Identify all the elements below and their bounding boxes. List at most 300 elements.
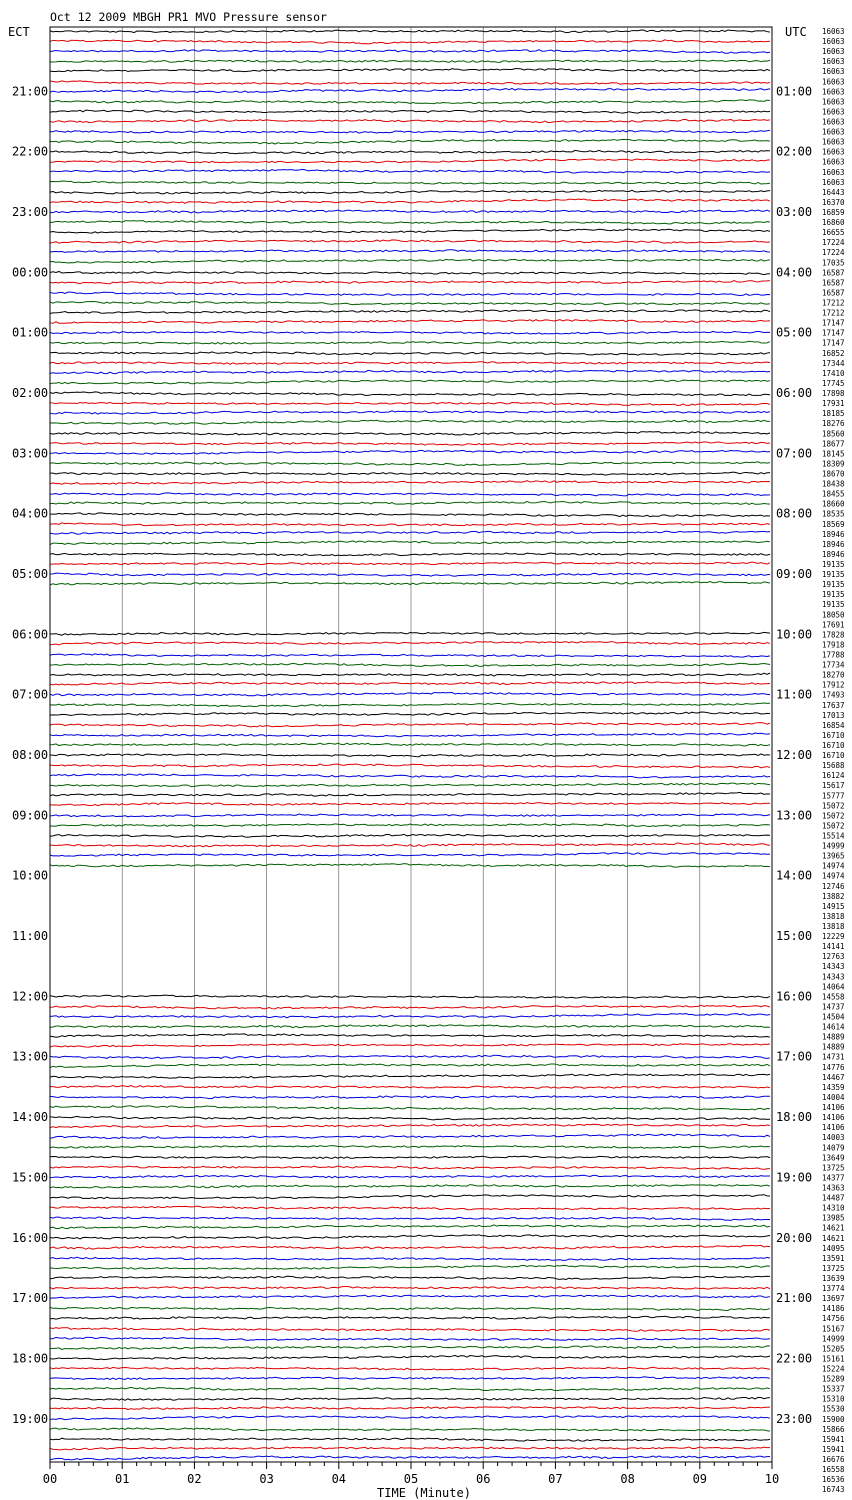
trace-value-label: 12229 bbox=[822, 932, 845, 942]
trace-value-label: 14487 bbox=[822, 1193, 845, 1203]
trace-135 bbox=[50, 1387, 770, 1390]
trace-value-label: 18946 bbox=[822, 529, 845, 539]
trace-16 bbox=[50, 190, 770, 194]
trace-126 bbox=[50, 1295, 770, 1298]
trace-31 bbox=[50, 341, 770, 344]
trace-value-label: 16587 bbox=[822, 288, 845, 298]
trace-104 bbox=[50, 1074, 770, 1078]
trace-32 bbox=[50, 352, 770, 355]
trace-value-label: 16587 bbox=[822, 278, 845, 288]
trace-value-label: 17224 bbox=[822, 238, 845, 248]
x-tick-label: 03 bbox=[259, 1472, 274, 1486]
trace-value-label: 16558 bbox=[822, 1465, 845, 1475]
trace-value-label: 17931 bbox=[822, 399, 845, 409]
trace-6 bbox=[50, 88, 770, 92]
trace-46 bbox=[50, 493, 770, 496]
right-hour-label: 12:00 bbox=[776, 748, 813, 763]
left-hour-label: 00:00 bbox=[12, 265, 49, 280]
left-hour-label: 01:00 bbox=[12, 325, 49, 340]
trace-value-label: 14889 bbox=[822, 1042, 845, 1052]
trace-value-label: 16587 bbox=[822, 268, 845, 278]
x-tick-label: 09 bbox=[692, 1472, 708, 1486]
trace-29 bbox=[50, 320, 770, 324]
trace-132 bbox=[50, 1355, 770, 1359]
trace-value-label: 13965 bbox=[822, 851, 845, 861]
trace-124 bbox=[50, 1276, 770, 1279]
left-hour-label: 22:00 bbox=[12, 144, 49, 159]
trace-value-label: 17493 bbox=[822, 690, 845, 700]
trace-72 bbox=[50, 754, 770, 757]
x-tick-label: 07 bbox=[548, 1472, 563, 1486]
left-hour-label: 09:00 bbox=[12, 808, 49, 823]
trace-23 bbox=[50, 259, 770, 263]
trace-45 bbox=[50, 481, 770, 485]
trace-71 bbox=[50, 743, 770, 746]
left-timezone-label: ECT bbox=[8, 25, 30, 39]
trace-value-label: 17035 bbox=[822, 258, 845, 268]
trace-value-label: 14359 bbox=[822, 1082, 845, 1092]
trace-128 bbox=[50, 1316, 770, 1319]
x-tick-label: 00 bbox=[42, 1472, 58, 1486]
trace-19 bbox=[50, 221, 770, 224]
trace-value-label: 15289 bbox=[822, 1374, 845, 1384]
left-hour-label: 21:00 bbox=[12, 84, 49, 99]
left-hour-label: 06:00 bbox=[12, 627, 49, 642]
trace-127 bbox=[50, 1307, 770, 1310]
trace-value-label: 15337 bbox=[822, 1384, 845, 1394]
trace-value-label: 16063 bbox=[822, 57, 845, 67]
trace-130 bbox=[50, 1337, 770, 1340]
trace-value-label: 14776 bbox=[822, 1062, 845, 1072]
trace-value-label: 17147 bbox=[822, 328, 845, 338]
trace-group bbox=[50, 30, 770, 1460]
right-hour-label: 02:00 bbox=[776, 144, 813, 159]
trace-value-label: 17898 bbox=[822, 389, 845, 399]
trace-75 bbox=[50, 783, 770, 787]
trace-value-label: 18946 bbox=[822, 539, 845, 549]
right-hour-label: 10:00 bbox=[776, 627, 813, 642]
right-hour-label: 23:00 bbox=[776, 1411, 813, 1426]
trace-134 bbox=[50, 1377, 770, 1380]
trace-value-label: 17224 bbox=[822, 248, 845, 258]
trace-103 bbox=[50, 1064, 770, 1068]
trace-value-label: 14141 bbox=[822, 942, 845, 952]
trace-1 bbox=[50, 40, 770, 44]
trace-value-label: 13774 bbox=[822, 1284, 845, 1294]
x-tick-label: 01 bbox=[114, 1472, 130, 1486]
left-hour-label: 17:00 bbox=[12, 1291, 49, 1306]
trace-value-label: 14343 bbox=[822, 972, 845, 982]
trace-value-label: 16063 bbox=[822, 117, 845, 127]
trace-value-label: 17637 bbox=[822, 700, 845, 710]
trace-26 bbox=[50, 292, 770, 295]
trace-value-label: 16063 bbox=[822, 77, 845, 87]
trace-49 bbox=[50, 523, 770, 526]
trace-83 bbox=[50, 864, 770, 868]
right-timezone-label: UTC bbox=[785, 25, 807, 39]
left-hour-label: 12:00 bbox=[12, 989, 49, 1004]
trace-value-label: 15514 bbox=[822, 831, 845, 841]
trace-73 bbox=[50, 764, 770, 768]
trace-value-label: 16063 bbox=[822, 87, 845, 97]
trace-106 bbox=[50, 1096, 770, 1099]
trace-36 bbox=[50, 392, 770, 396]
trace-value-label: 14004 bbox=[822, 1092, 845, 1102]
trace-value-label: 14003 bbox=[822, 1133, 845, 1143]
trace-value-label: 16655 bbox=[822, 228, 845, 238]
trace-107 bbox=[50, 1106, 770, 1110]
trace-value-label: 14106 bbox=[822, 1123, 845, 1133]
trace-value-label: 16063 bbox=[822, 37, 845, 47]
trace-value-label: 14756 bbox=[822, 1314, 845, 1324]
trace-value-label: 17745 bbox=[822, 378, 845, 388]
trace-13 bbox=[50, 159, 770, 163]
trace-44 bbox=[50, 472, 770, 475]
trace-117 bbox=[50, 1206, 770, 1210]
trace-8 bbox=[50, 110, 770, 113]
trace-100 bbox=[50, 1034, 770, 1037]
trace-value-label: 16676 bbox=[822, 1455, 845, 1464]
right-hour-label: 18:00 bbox=[776, 1110, 813, 1125]
trace-11 bbox=[50, 139, 770, 144]
right-hour-label: 07:00 bbox=[776, 446, 813, 461]
trace-value-label: 15310 bbox=[822, 1394, 845, 1404]
trace-value-label: 15941 bbox=[822, 1444, 845, 1454]
trace-value-label: 17212 bbox=[822, 308, 845, 318]
trace-value-label: 14974 bbox=[822, 871, 845, 881]
trace-value-label: 15866 bbox=[822, 1424, 845, 1434]
trace-value-label: 17734 bbox=[822, 660, 845, 670]
trace-4 bbox=[50, 69, 770, 72]
trace-120 bbox=[50, 1235, 770, 1239]
left-hour-label: 16:00 bbox=[12, 1230, 49, 1245]
trace-14 bbox=[50, 169, 770, 173]
trace-value-label: 19135 bbox=[822, 559, 845, 569]
trace-value-label: 16743 bbox=[822, 1485, 845, 1495]
trace-value-label: 18535 bbox=[822, 509, 845, 519]
trace-value-label: 15161 bbox=[822, 1354, 845, 1364]
trace-64 bbox=[50, 673, 770, 676]
left-hour-label: 11:00 bbox=[12, 929, 49, 944]
right-hour-label: 03:00 bbox=[776, 205, 813, 220]
trace-value-label: 19135 bbox=[822, 600, 845, 610]
trace-142 bbox=[50, 1456, 770, 1460]
trace-25 bbox=[50, 281, 770, 284]
left-hour-label: 18:00 bbox=[12, 1351, 49, 1366]
trace-value-label: 14343 bbox=[822, 962, 845, 972]
right-hour-label: 01:00 bbox=[776, 84, 813, 99]
trace-27 bbox=[50, 302, 770, 305]
trace-43 bbox=[50, 462, 770, 466]
trace-131 bbox=[50, 1346, 770, 1350]
trace-value-label: 14737 bbox=[822, 1002, 845, 1012]
trace-108 bbox=[50, 1116, 770, 1119]
left-hour-label: 08:00 bbox=[12, 748, 49, 763]
right-hour-label: 19:00 bbox=[776, 1170, 813, 1185]
trace-60 bbox=[50, 632, 770, 635]
trace-value-label: 18455 bbox=[822, 489, 845, 499]
trace-value-label: 15900 bbox=[822, 1414, 845, 1424]
trace-value-label: 14974 bbox=[822, 861, 845, 871]
trace-116 bbox=[50, 1195, 770, 1199]
trace-133 bbox=[50, 1367, 770, 1370]
trace-67 bbox=[50, 703, 770, 707]
trace-7 bbox=[50, 100, 770, 104]
trace-value-label: 16859 bbox=[822, 208, 845, 218]
trace-value-label: 14558 bbox=[822, 992, 845, 1002]
trace-value-label: 16063 bbox=[822, 27, 845, 36]
trace-value-label: 17788 bbox=[822, 650, 845, 660]
left-hour-label: 03:00 bbox=[12, 446, 49, 461]
trace-54 bbox=[50, 573, 770, 576]
trace-value-label: 15941 bbox=[822, 1434, 845, 1444]
left-hour-label: 19:00 bbox=[12, 1411, 49, 1426]
trace-value-label: 18185 bbox=[822, 409, 845, 419]
x-tick-label: 04 bbox=[331, 1472, 347, 1486]
trace-value-label: 14504 bbox=[822, 1012, 845, 1022]
trace-61 bbox=[50, 642, 770, 645]
right-hour-label: 08:00 bbox=[776, 506, 813, 521]
trace-39 bbox=[50, 420, 770, 424]
trace-21 bbox=[50, 240, 770, 243]
left-hour-label: 23:00 bbox=[12, 205, 49, 220]
trace-114 bbox=[50, 1175, 770, 1178]
chart-title: Oct 12 2009 MBGH PR1 MVO Pressure sensor bbox=[50, 10, 327, 24]
left-hour-label: 07:00 bbox=[12, 687, 49, 702]
trace-118 bbox=[50, 1217, 770, 1220]
trace-value-label: 16063 bbox=[822, 157, 845, 167]
trace-139 bbox=[50, 1428, 770, 1431]
trace-value-label: 18145 bbox=[822, 449, 845, 459]
trace-value-label: 17344 bbox=[822, 358, 845, 368]
trace-value-label: 14363 bbox=[822, 1183, 845, 1193]
trace-value-label: 18050 bbox=[822, 610, 845, 620]
trace-value-label: 13818 bbox=[822, 922, 845, 932]
trace-17 bbox=[50, 199, 770, 203]
trace-24 bbox=[50, 271, 770, 274]
trace-68 bbox=[50, 712, 770, 716]
trace-value-label: 18670 bbox=[822, 469, 845, 479]
right-hour-label: 05:00 bbox=[776, 325, 813, 340]
trace-value-label: 14614 bbox=[822, 1022, 845, 1032]
trace-value-label: 12746 bbox=[822, 881, 845, 891]
trace-value-label: 15530 bbox=[822, 1404, 845, 1414]
trace-value-label: 13882 bbox=[822, 891, 845, 901]
trace-98 bbox=[50, 1014, 770, 1018]
trace-value-label: 16124 bbox=[822, 771, 845, 781]
left-hour-label: 05:00 bbox=[12, 567, 49, 582]
trace-101 bbox=[50, 1044, 770, 1047]
trace-12 bbox=[50, 150, 770, 153]
trace-38 bbox=[50, 411, 770, 414]
trace-value-label: 14095 bbox=[822, 1243, 845, 1253]
trace-value-label: 17013 bbox=[822, 710, 845, 720]
trace-111 bbox=[50, 1146, 770, 1149]
trace-value-label: 16443 bbox=[822, 187, 845, 197]
trace-65 bbox=[50, 682, 770, 685]
right-hour-label: 14:00 bbox=[776, 868, 813, 883]
trace-value-label: 14621 bbox=[822, 1223, 845, 1233]
x-axis-label: TIME (Minute) bbox=[377, 1486, 471, 1500]
trace-112 bbox=[50, 1156, 770, 1158]
trace-69 bbox=[50, 723, 770, 727]
trace-47 bbox=[50, 501, 770, 504]
trace-value-label: 13725 bbox=[822, 1263, 845, 1273]
x-tick-label: 05 bbox=[403, 1472, 419, 1486]
trace-value-label: 16852 bbox=[822, 348, 845, 358]
trace-value-label: 18270 bbox=[822, 670, 845, 680]
trace-value-label: 17691 bbox=[822, 620, 845, 630]
trace-value-label: 16854 bbox=[822, 720, 845, 730]
trace-value-label: 16063 bbox=[822, 167, 845, 177]
trace-value-label: 15205 bbox=[822, 1344, 845, 1354]
trace-40 bbox=[50, 432, 770, 435]
trace-value-label: 14377 bbox=[822, 1173, 845, 1183]
right-hour-label: 11:00 bbox=[776, 687, 813, 702]
trace-33 bbox=[50, 362, 770, 365]
trace-value-label: 16063 bbox=[822, 107, 845, 117]
x-tick-label: 10 bbox=[764, 1472, 780, 1486]
trace-66 bbox=[50, 692, 770, 695]
trace-136 bbox=[50, 1397, 770, 1400]
trace-value-label: 14106 bbox=[822, 1103, 845, 1113]
trace-value-label: 18276 bbox=[822, 419, 845, 429]
trace-109 bbox=[50, 1124, 770, 1127]
trace-105 bbox=[50, 1086, 770, 1089]
trace-76 bbox=[50, 792, 770, 796]
trace-value-label: 18309 bbox=[822, 459, 845, 469]
trace-value-label: 14467 bbox=[822, 1072, 845, 1082]
trace-10 bbox=[50, 130, 770, 133]
trace-35 bbox=[50, 380, 770, 384]
trace-value-label: 15224 bbox=[822, 1364, 845, 1374]
trace-value-label: 15072 bbox=[822, 821, 845, 831]
right-hour-label: 06:00 bbox=[776, 386, 813, 401]
right-hour-label: 04:00 bbox=[776, 265, 813, 280]
trace-37 bbox=[50, 402, 770, 405]
trace-97 bbox=[50, 1005, 770, 1009]
trace-141 bbox=[50, 1447, 770, 1450]
trace-value-label: 17147 bbox=[822, 318, 845, 328]
trace-119 bbox=[50, 1225, 770, 1229]
trace-value-label: 17912 bbox=[822, 680, 845, 690]
trace-78 bbox=[50, 814, 770, 817]
trace-value-label: 17147 bbox=[822, 338, 845, 348]
trace-28 bbox=[50, 310, 770, 314]
trace-value-label: 15777 bbox=[822, 791, 845, 801]
trace-125 bbox=[50, 1286, 770, 1289]
trace-102 bbox=[50, 1055, 770, 1058]
right-hour-label: 09:00 bbox=[776, 567, 813, 582]
trace-value-label: 15167 bbox=[822, 1324, 845, 1334]
trace-34 bbox=[50, 370, 770, 373]
trace-value-label: 16063 bbox=[822, 97, 845, 107]
trace-value-label: 19135 bbox=[822, 590, 845, 600]
trace-3 bbox=[50, 60, 770, 62]
trace-value-label: 14310 bbox=[822, 1203, 845, 1213]
trace-value-label: 17212 bbox=[822, 298, 845, 308]
trace-123 bbox=[50, 1265, 770, 1269]
x-tick-label: 06 bbox=[475, 1472, 491, 1486]
x-tick-label: 02 bbox=[187, 1472, 202, 1486]
trace-138 bbox=[50, 1416, 770, 1420]
trace-value-label: 16710 bbox=[822, 751, 845, 761]
trace-53 bbox=[50, 562, 770, 565]
trace-42 bbox=[50, 450, 770, 454]
trace-80 bbox=[50, 834, 770, 837]
trace-value-label: 16063 bbox=[822, 137, 845, 147]
trace-value-label: 16860 bbox=[822, 218, 845, 228]
trace-value-label: 14079 bbox=[822, 1143, 845, 1153]
x-ticks bbox=[43, 1462, 779, 1486]
right-hour-label: 15:00 bbox=[776, 929, 813, 944]
trace-value-label: 14999 bbox=[822, 841, 845, 851]
trace-110 bbox=[50, 1134, 770, 1138]
right-hour-label: 13:00 bbox=[776, 808, 813, 823]
trace-22 bbox=[50, 250, 770, 253]
left-hour-label: 10:00 bbox=[12, 868, 49, 883]
trace-121 bbox=[50, 1245, 770, 1249]
trace-41 bbox=[50, 442, 770, 445]
trace-70 bbox=[50, 733, 770, 737]
trace-value-label: 13985 bbox=[822, 1213, 845, 1223]
right-hour-label: 17:00 bbox=[776, 1049, 813, 1064]
trace-value-label: 16063 bbox=[822, 47, 845, 57]
trace-value-label: 16710 bbox=[822, 730, 845, 740]
trace-2 bbox=[50, 50, 770, 54]
trace-value-label: 14999 bbox=[822, 1334, 845, 1344]
trace-value-label: 15072 bbox=[822, 811, 845, 821]
trace-99 bbox=[50, 1025, 770, 1028]
trace-82 bbox=[50, 853, 770, 856]
trace-value-label: 18677 bbox=[822, 439, 845, 449]
trace-48 bbox=[50, 513, 770, 517]
value-column bbox=[822, 27, 845, 1494]
trace-value-label: 13818 bbox=[822, 911, 845, 921]
trace-5 bbox=[50, 81, 770, 84]
trace-value-label: 16063 bbox=[822, 67, 845, 77]
trace-value-label: 13591 bbox=[822, 1253, 845, 1263]
trace-value-label: 17918 bbox=[822, 640, 845, 650]
trace-81 bbox=[50, 843, 770, 847]
trace-50 bbox=[50, 531, 770, 534]
left-hour-label: 15:00 bbox=[12, 1170, 49, 1185]
trace-79 bbox=[50, 824, 770, 827]
trace-18 bbox=[50, 210, 770, 213]
trace-9 bbox=[50, 119, 770, 122]
trace-value-label: 14621 bbox=[822, 1233, 845, 1243]
trace-140 bbox=[50, 1438, 770, 1441]
trace-value-label: 12763 bbox=[822, 952, 845, 962]
trace-value-label: 18946 bbox=[822, 549, 845, 559]
right-hour-label: 21:00 bbox=[776, 1291, 813, 1306]
trace-value-label: 16536 bbox=[822, 1475, 845, 1485]
trace-51 bbox=[50, 541, 770, 545]
trace-value-label: 18569 bbox=[822, 519, 845, 529]
left-hour-label: 13:00 bbox=[12, 1049, 49, 1064]
trace-value-label: 14106 bbox=[822, 1113, 845, 1123]
trace-value-label: 15617 bbox=[822, 781, 845, 791]
trace-value-label: 16370 bbox=[822, 197, 845, 207]
trace-96 bbox=[50, 995, 770, 998]
trace-value-label: 17410 bbox=[822, 368, 845, 378]
trace-value-label: 18438 bbox=[822, 479, 845, 489]
trace-value-label: 13649 bbox=[822, 1153, 845, 1163]
trace-137 bbox=[50, 1407, 770, 1410]
trace-value-label: 16063 bbox=[822, 147, 845, 157]
trace-52 bbox=[50, 553, 770, 556]
trace-63 bbox=[50, 663, 770, 666]
